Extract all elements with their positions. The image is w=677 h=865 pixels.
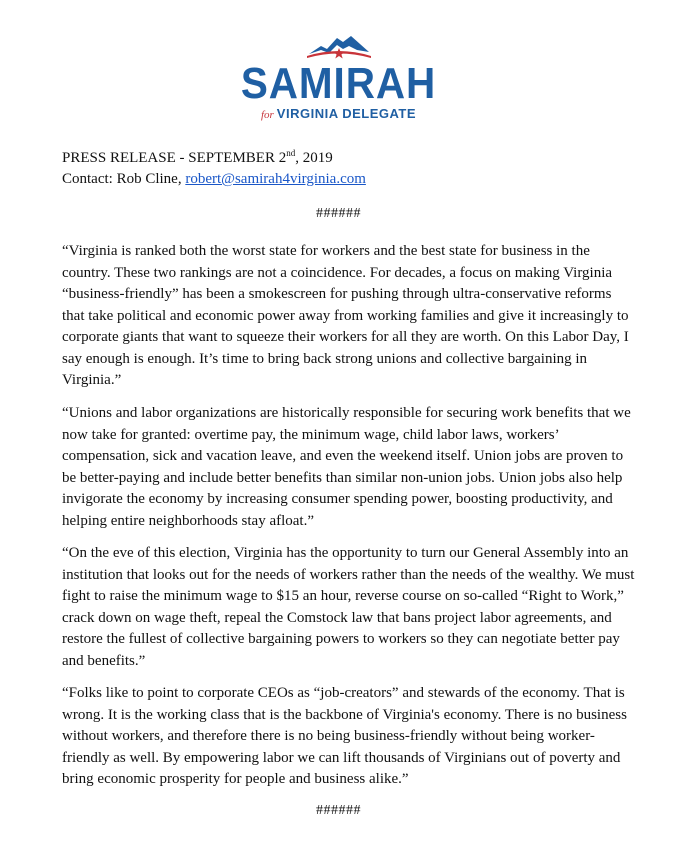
paragraph-2: “Unions and labor organizations are historically responsible for securing work benefits that we now take for granted: overtime pay, the minimum wage, child labor laws, workers’ compensation, sick and vacation leave, and even the weekend itself. Union jobs are proven to be better-paying and include better benefits than similar non-union jobs. Union jobs also help invigorate the economy by increasing consumer spending power, boosting productivity, and helping entire neighborhoods stay afloat.” <box>62 405 631 529</box>
paragraph-4: “Folks like to point to corporate CEOs as “job-creators” and stewards of the economy. That is wrong. It is the working class that is the backbone of Virginia's economy. There is no business without workers, and therefore there is no being business-friendly without being worker-friendly as well. By empowering labor we can lift thousands of Virginians out of poverty and bring economic prosperity for people and business alike.” <box>62 685 627 787</box>
paragraph-3: “On the eve of this election, Virginia has the opportunity to turn our General Assembly into an institution that looks out for the needs of workers rather than the needs of the wealthy. We must fight to raise the minimum wage to $15 an hour, reverse course on so-called “Right to Work,” crack down on wage theft, repeal the Comstock law that bans project labor agreements, and restore the fullest of collective bargaining powers to workers so they can negotiate better pay and benefits.” <box>62 545 635 669</box>
logo-name: SAMIRAH <box>240 59 437 108</box>
separator-top: ###### <box>316 206 361 221</box>
date-ordinal: nd <box>286 148 296 158</box>
logo-office: VIRGINIA DELEGATE <box>276 106 417 121</box>
release-header <box>62 143 366 190</box>
release-date-line: PRESS RELEASE - SEPTEMBER 2nd, 2019 <box>62 148 333 166</box>
logo-for: for <box>260 109 274 121</box>
paragraph-1: “Virginia is ranked both the worst state for workers and the best state for business in the country. These two rankings are not a coincidence. For decades, a focus on making Virginia “business-friendly” has been a smokescreen for pushing through ultra-conservative reforms that take political and economic power away from working families and give it increasingly to corporate giants that want to squeeze their workers for all they are worth. On this Labor Day, I say enough is enough. It’s time to bring back strong unions and collective bargaining in Virginia.” <box>62 243 629 388</box>
contact-line: Contact: Rob Cline, robert@samirah4virginia.com <box>62 171 366 187</box>
campaign-logo <box>0 32 677 123</box>
contact-email-link[interactable]: robert@samirah4virginia.com <box>185 171 366 187</box>
separator-bottom: ###### <box>316 803 361 818</box>
mountain-star-logo-icon <box>307 32 371 62</box>
